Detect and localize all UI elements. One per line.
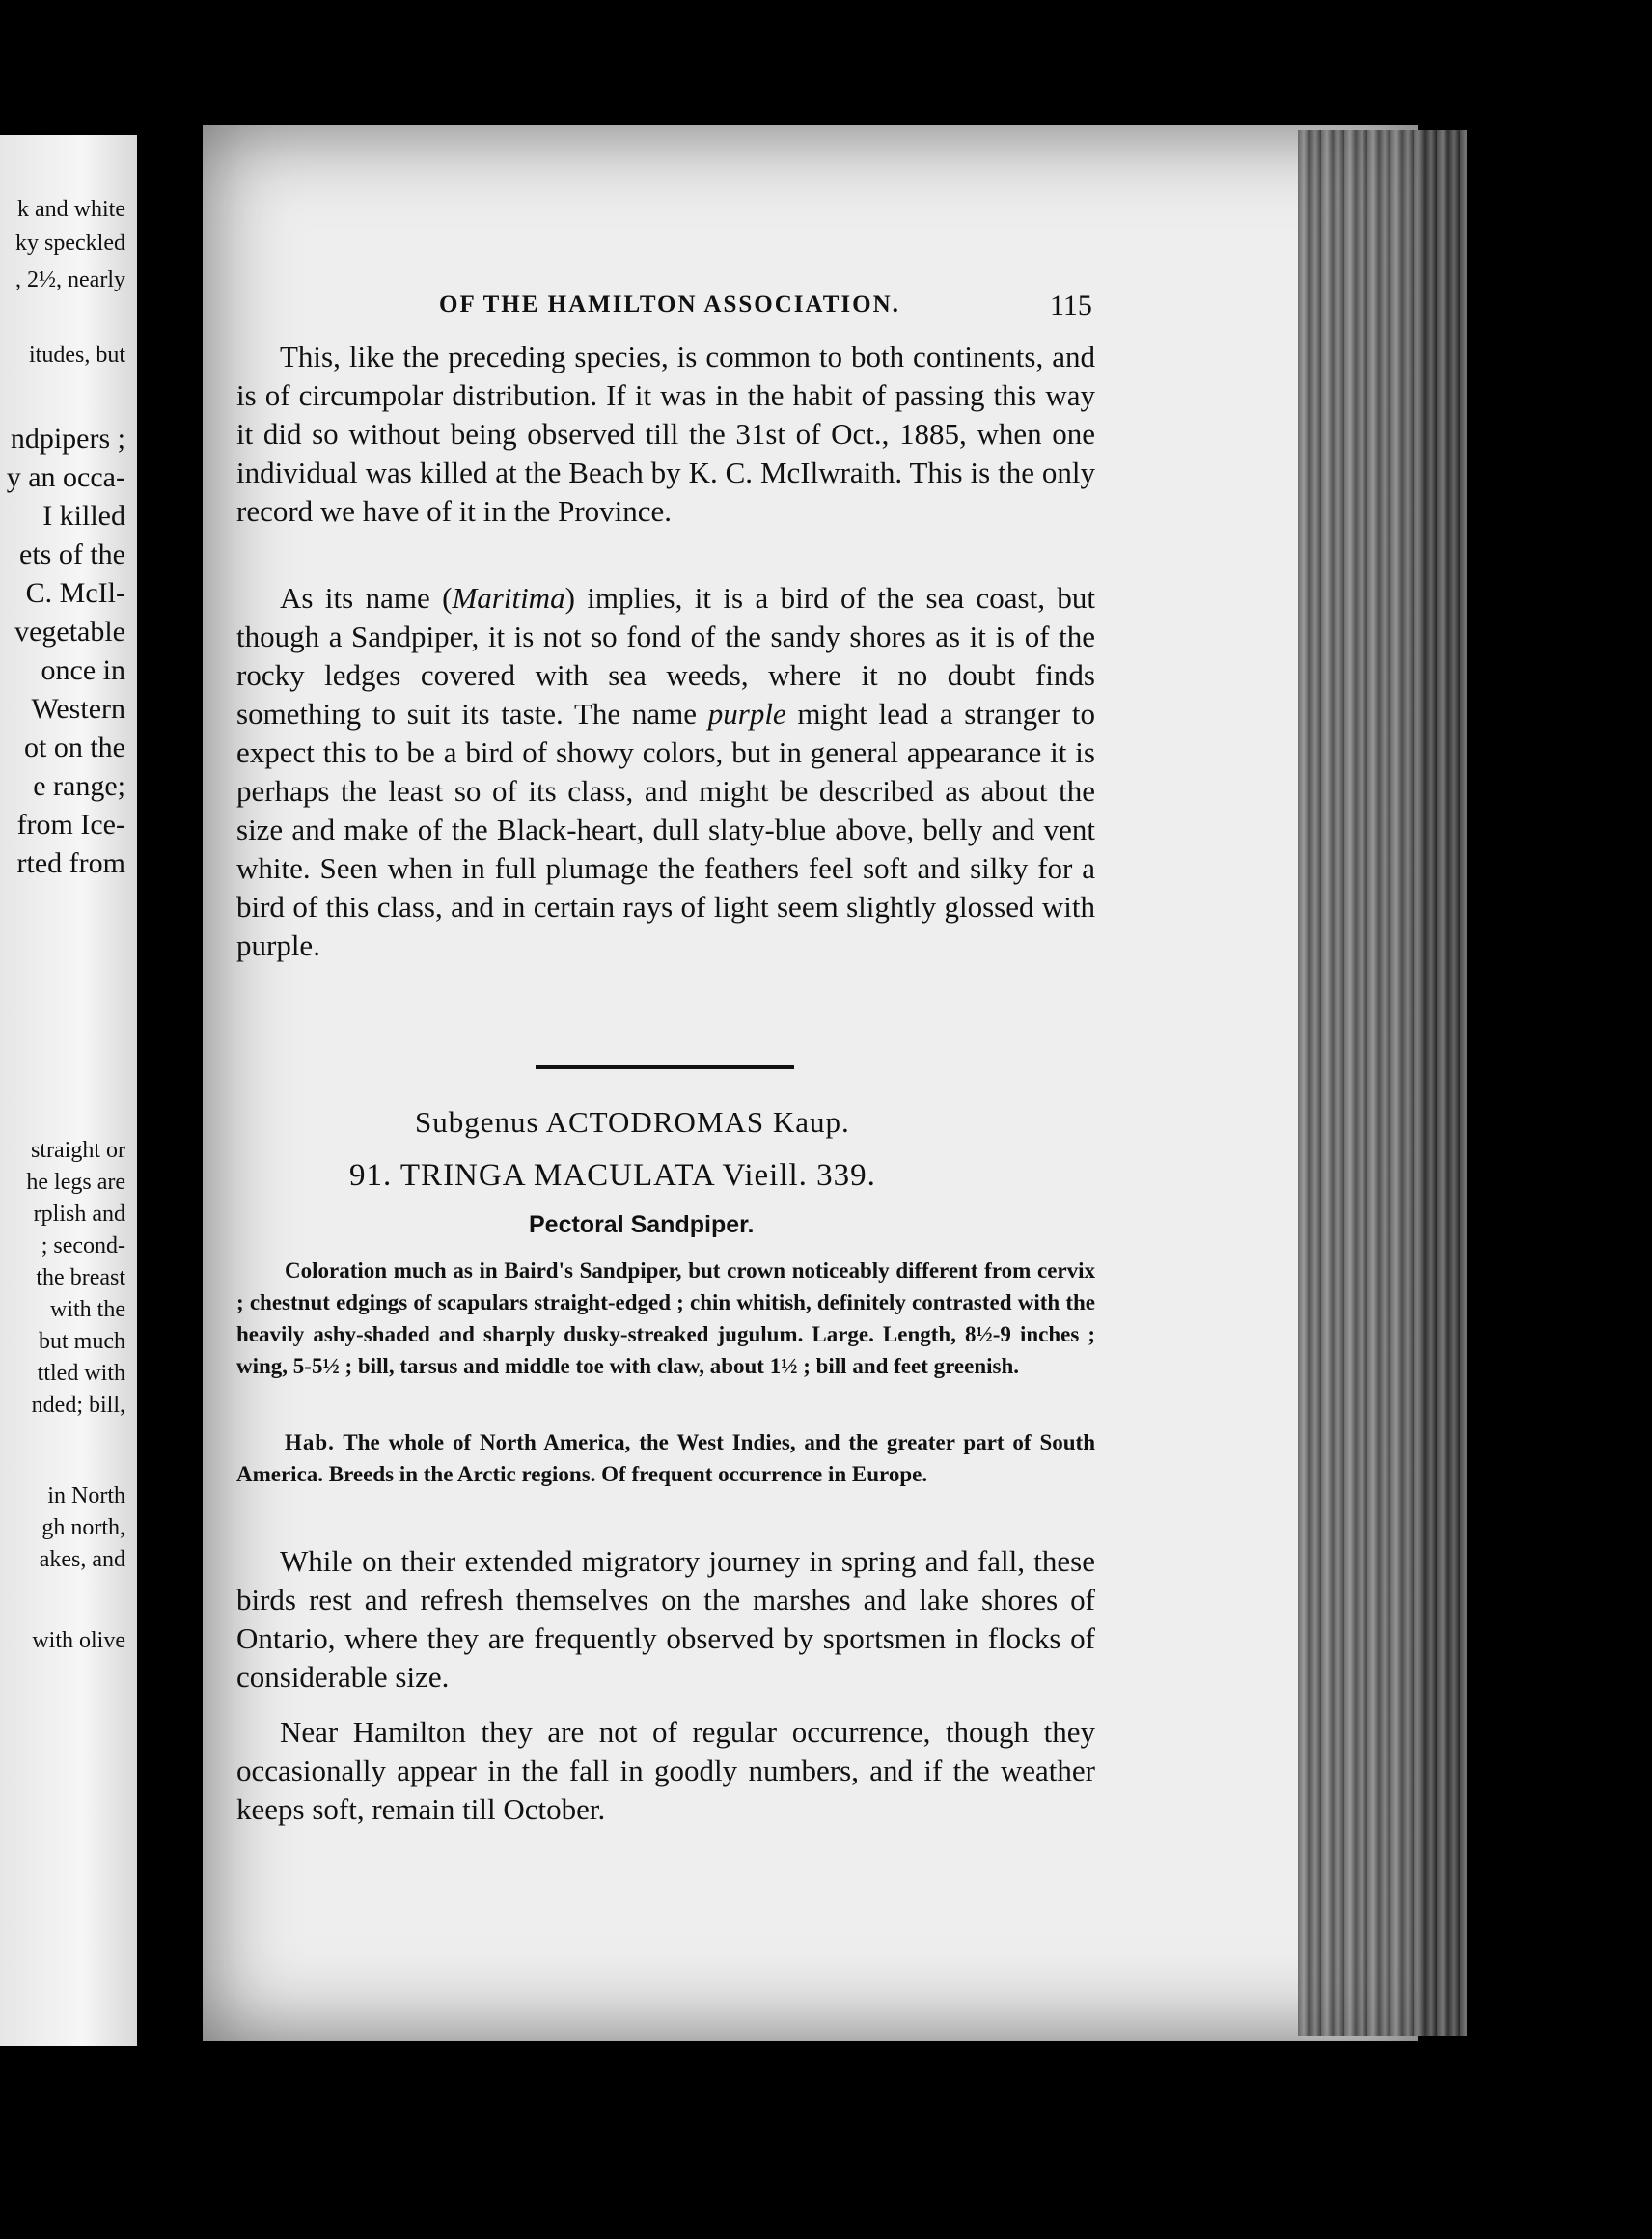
paragraph-migration: While on their extended migratory journey in spring and fall, these birds rest and refresh themselves on the marshes and lake shores of Ontario, where they are frequently observed by sportsmen in flocks of considerable size. bbox=[236, 1544, 1095, 1694]
left-page-line-fragment: ndpipers ; bbox=[10, 423, 125, 455]
left-page-line-fragment: ets of the bbox=[19, 539, 125, 570]
left-page-line-fragment: Western bbox=[31, 693, 125, 725]
left-page-line-fragment: e range; bbox=[33, 770, 125, 802]
left-page-line-fragment: from Ice- bbox=[16, 809, 125, 841]
left-page-line-fragment: rted from bbox=[16, 847, 125, 879]
paragraph-purple-sandpiper-description bbox=[236, 579, 1095, 965]
left-page-line-fragment: the breast bbox=[36, 1265, 125, 1290]
left-page-line-fragment: C. McIl- bbox=[25, 577, 125, 609]
species-heading: 91. TRINGA MACULATA Vieill. 339. bbox=[349, 1158, 876, 1193]
left-page-line-fragment: akes, and bbox=[39, 1547, 125, 1572]
left-page-line-fragment: ky speckled bbox=[15, 231, 125, 256]
left-page-line-fragment: vegetable bbox=[14, 616, 125, 648]
page-number: 115 bbox=[1050, 290, 1092, 321]
left-page-line-fragment: he legs are bbox=[26, 1170, 125, 1195]
para-2-text-after: might lead a stranger to expect this to be a bird of showy colors, but in general appearance it is perhaps the least so of its class, and might be described as about the size and make of the Black-heart, dull slaty-blue above, belly and vent white. Seen when in full plumage the feathers feel soft and silky for a bird of this class, and in certain rays of light seem slightly glossed with purple. bbox=[236, 697, 1095, 962]
left-page-line-fragment: with the bbox=[50, 1297, 125, 1322]
left-page-line-fragment: ot on the bbox=[24, 732, 125, 763]
left-page-line-fragment: ttled with bbox=[37, 1361, 125, 1386]
page-edge-shadow bbox=[1298, 130, 1467, 2036]
para-2-handwritten-word: purple bbox=[707, 697, 786, 731]
section-divider-rule bbox=[536, 1065, 794, 1069]
paragraph-purple-sandpiper-record: This, like the preceding species, is common to both continents, and is of circumpolar distribution. If it was in the habit of passing this way it did so without being observed till the 31st of Oct., 1885, when one individual was killed at the Beach by K. C. McIlwraith. This is the only record we have of it in the Province. bbox=[236, 340, 1095, 528]
left-page-line-fragment: gh north, bbox=[41, 1515, 125, 1540]
left-page-line-fragment: itudes, but bbox=[29, 343, 125, 368]
left-page-line-fragment: nded; bill, bbox=[31, 1393, 125, 1418]
para-2-italic-term: Maritima bbox=[452, 581, 565, 615]
left-page-line-fragment: straight or bbox=[31, 1138, 125, 1163]
subgenus-heading: Subgenus ACTODROMAS Kaup. bbox=[415, 1105, 850, 1139]
left-page-line-fragment: but much bbox=[39, 1329, 125, 1354]
previous-page-fragment bbox=[0, 135, 137, 2046]
coloration-description: Coloration much as in Baird's Sandpiper, but crown noticeably different from cervix ; chestnut edgings of scapulars straight-edged ; chin whitish, definitely contrasted with the heavily ashy-shaded and sharply dusky-streaked jugulum. Large. Length, 8½-9 inches ; wing, 5-5½ ; bill, tarsus and middle toe with claw, about 1½ ; bill and feet greenish. bbox=[236, 1258, 1095, 1378]
habitat-description bbox=[236, 1426, 1095, 1490]
habitat-text: The whole of North America, the West Indies, and the greater part of South America. Breeds in the Arctic regions. Of frequent occurrence in Europe. bbox=[236, 1430, 1095, 1486]
common-name-heading: Pectoral Sandpiper. bbox=[529, 1211, 755, 1238]
habitat-label: Hab. bbox=[285, 1430, 335, 1454]
left-page-line-fragment: I killed bbox=[42, 500, 125, 532]
running-head: OF THE HAMILTON ASSOCIATION. bbox=[439, 291, 900, 318]
left-page-line-fragment: k and white bbox=[17, 197, 125, 222]
left-page-line-fragment: ; second- bbox=[41, 1233, 125, 1258]
left-page-line-fragment: with olive bbox=[32, 1628, 125, 1653]
left-page-line-fragment: in North bbox=[47, 1483, 125, 1508]
left-page-line-fragment: rplish and bbox=[33, 1202, 125, 1227]
left-page-line-fragment: once in bbox=[41, 654, 125, 686]
paragraph-hamilton-occurrence: Near Hamilton they are not of regular occurrence, though they occasionally appear in the fall in goodly numbers, and if the weather keeps soft, remain till October. bbox=[236, 1715, 1095, 1826]
para-2-text-mid: ) implies, it is a bird of the sea coast, but though a Sandpiper, it is not so fond of the sandy shores as it is of the rocky ledges covered with sea weeds, where it no doubt finds something to suit its taste. The name bbox=[236, 581, 1096, 731]
left-page-line-fragment: y an occa- bbox=[6, 461, 125, 493]
para-2-text-before: As its name ( bbox=[280, 581, 453, 615]
left-page-line-fragment: , 2½, nearly bbox=[15, 267, 125, 292]
